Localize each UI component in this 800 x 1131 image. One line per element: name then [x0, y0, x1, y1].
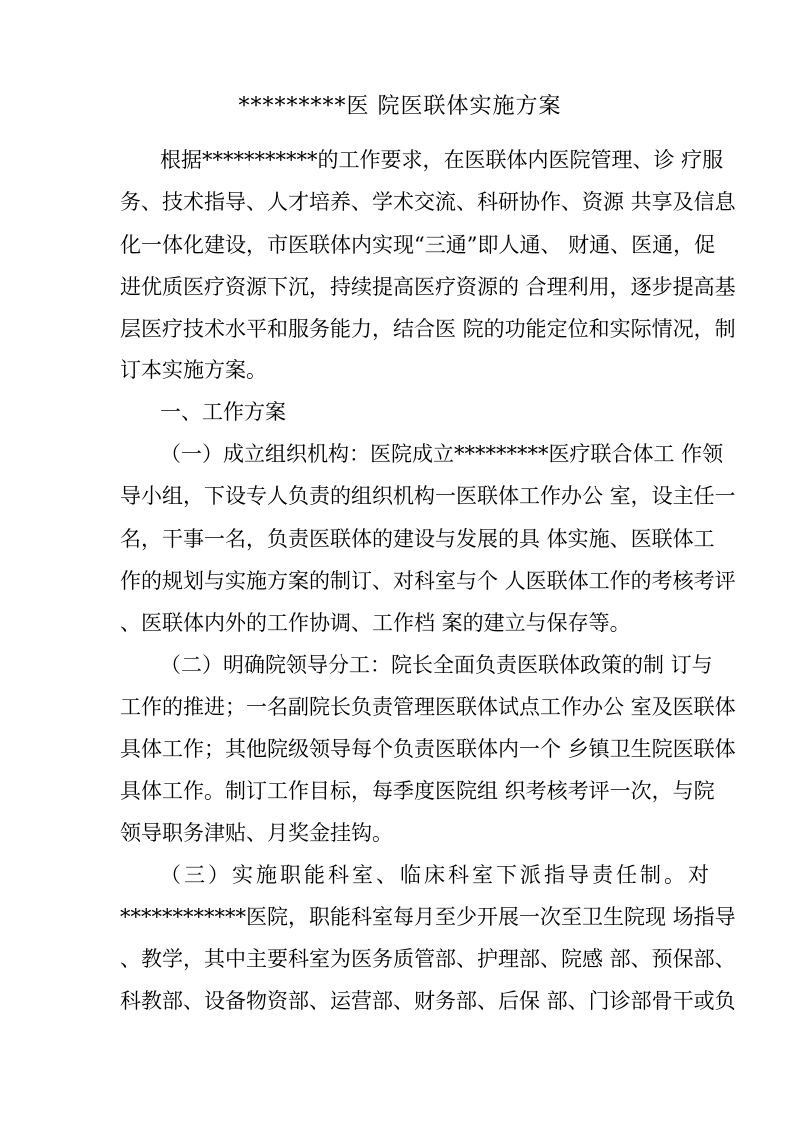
- body-line: 具体工作。制订工作目标，每季度医院组 织考核考评一次，与院: [120, 779, 715, 803]
- body-line: （一）成立组织机构：医院成立*********医疗联合体工 作领: [160, 442, 724, 466]
- body-line: 导小组，下设专人负责的组织机构一医联体工作办公 室，设主任一: [120, 484, 736, 508]
- body-line: （三）实施职能科室、临床科室下派指导责任制。对: [160, 863, 712, 887]
- body-line: 作的规划与实施方案的制订、对科室与个 人医联体工作的考核考评: [120, 569, 736, 593]
- body-line: 进优质医疗资源下沉，持续提高医疗资源的 合理利用，逐步提高基: [120, 275, 736, 299]
- body-line: ************医院，职能科室每月至少开展一次至卫生院现 场指导: [120, 905, 736, 929]
- body-line: 根据***********的工作要求，在医联体内医院管理、诊 疗服: [160, 148, 724, 172]
- body-line: 具体工作；其他院级领导每个负责医联体内一个 乡镇卫生院医联体: [120, 737, 736, 761]
- section-heading: 一、工作方案: [160, 400, 286, 424]
- body-line: 领导职务津贴、月奖金挂钩。: [120, 821, 393, 845]
- document-title: *********医 院医联体实施方案: [238, 94, 562, 119]
- body-line: 层医疗技术水平和服务能力，结合医 院的功能定位和实际情况，制: [120, 317, 736, 341]
- body-line: 订本实施方案。: [120, 358, 267, 382]
- body-line: 工作的推进；一名副院长负责管理医联体试点工作办公 室及医联体: [120, 695, 736, 719]
- body-line: 名，干事一名，负责医联体的建设与发展的具 体实施、医联体工: [120, 527, 715, 551]
- body-line: （二）明确院领导分工：院长全面负责医联体政策的制 订与: [160, 653, 713, 677]
- body-line: 、医联体内外的工作协调、工作档 案的建立与保存等。: [120, 611, 631, 635]
- body-line: 科教部、设备物资部、运营部、财务部、后保 部、门诊部骨干或负: [120, 989, 736, 1013]
- body-line: 、教学，其中主要科室为医务质管部、护理部、院感 部、预保部、: [120, 947, 736, 971]
- body-line: 化一体化建设，市医联体内实现“三通”即人通、 财通、医通，促: [120, 233, 716, 257]
- body-line: 务、技术指导、人才培养、学术交流、科研协作、资源 共享及信息: [120, 190, 736, 214]
